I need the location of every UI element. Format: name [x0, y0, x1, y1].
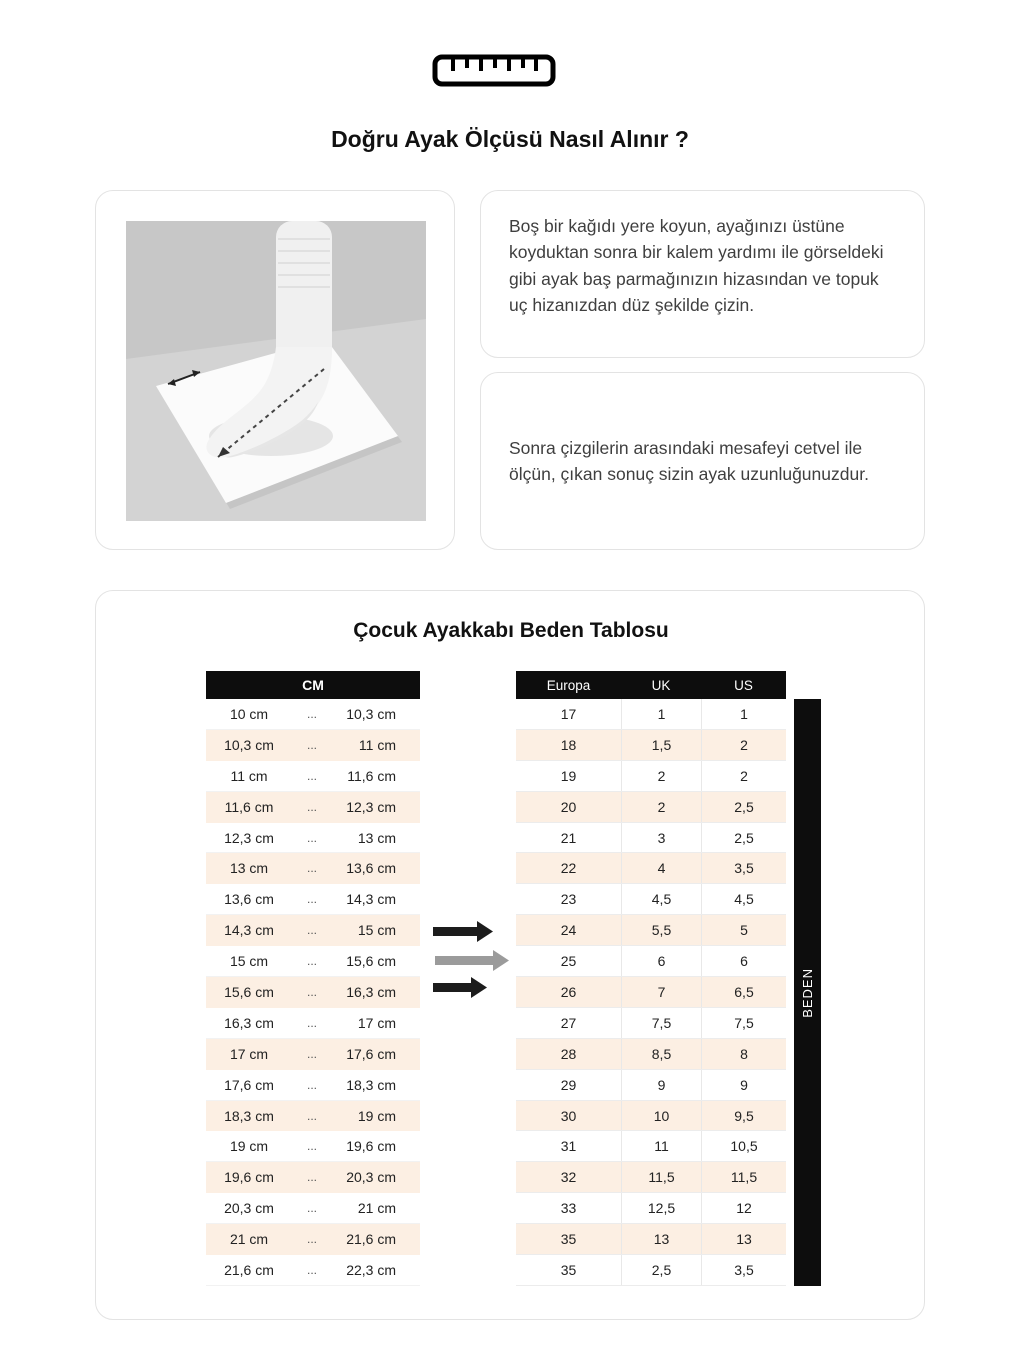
header-us: US: [734, 677, 753, 693]
uk-value: 7: [621, 977, 701, 1007]
us-value: 6: [701, 946, 786, 976]
range-dots: ...: [306, 799, 317, 814]
size-table-row: [516, 1224, 786, 1255]
size-table: [516, 671, 786, 1286]
foot-measurement-photo: [126, 221, 426, 521]
instruction-step-2: Sonra çizgilerin arasındaki mesafeyi cetvel ile ölçün, çıkan sonuç sizin ayak uzunluğunuzdur.: [509, 437, 869, 484]
header-uk: UK: [651, 677, 671, 693]
cm-from-value: 14,3 cm: [224, 922, 274, 939]
size-table-row: [516, 915, 786, 946]
cm-table-row: [206, 946, 420, 977]
cm-to-value: 13 cm: [357, 829, 396, 846]
size-table-row: [516, 946, 786, 977]
cm-table-row: [206, 1224, 420, 1255]
uk-value: 7,5: [621, 1008, 701, 1038]
us-value: 2,5: [701, 792, 786, 822]
cm-table-row: [206, 1008, 420, 1039]
cm-from-value: 11,6 cm: [224, 798, 274, 815]
cm-to-value: 13,6 cm: [346, 860, 396, 877]
cm-from-value: 11 cm: [230, 767, 268, 784]
cm-table-row: [206, 915, 420, 946]
size-table-row: [516, 1101, 786, 1132]
instruction-card-1: [480, 190, 925, 358]
cm-to-value: 10,3 cm: [346, 705, 396, 722]
uk-value: 2: [621, 761, 701, 791]
instruction-step-1: Boş bir kağıdı yere koyun, ayağınızı üstüne koyduktan sonra bir kalem yardımı ile görseldeki gibi ayak baş parmağınızın hizasından ve topuk uç hizanızdan düz şekilde çizin.: [509, 216, 884, 315]
cm-from-value: 19,6 cm: [224, 1169, 274, 1186]
range-dots: ...: [306, 1201, 317, 1216]
europa-value: 28: [560, 1045, 577, 1062]
range-dots: ...: [306, 1170, 317, 1185]
cm-table-row: [206, 1131, 420, 1162]
us-value: 10,5: [701, 1131, 786, 1161]
uk-value: 3: [621, 823, 701, 853]
uk-value: 5,5: [621, 915, 701, 945]
cm-to-value: 16,3 cm: [346, 983, 396, 1000]
range-dots: ...: [306, 1232, 317, 1247]
cm-table-row: [206, 699, 420, 730]
size-table-row: [516, 823, 786, 854]
range-dots: ...: [306, 1262, 317, 1277]
cm-to-value: 18,3 cm: [346, 1076, 396, 1093]
conversion-arrows-icon: [431, 919, 519, 1003]
cm-table-row: [206, 730, 420, 761]
uk-value: 4: [621, 853, 701, 883]
cm-to-value: 17 cm: [357, 1014, 396, 1031]
cm-table-body: [206, 699, 420, 1286]
range-dots: ...: [306, 1046, 317, 1061]
cm-from-value: 21,6 cm: [224, 1261, 274, 1278]
size-table-row: [516, 1162, 786, 1193]
us-value: 9,5: [701, 1101, 786, 1131]
instruction-card-2: [480, 372, 925, 550]
cm-table-header: CM: [206, 671, 420, 699]
uk-value: 1,5: [621, 730, 701, 760]
us-value: 6,5: [701, 977, 786, 1007]
uk-value: 1: [621, 699, 701, 729]
size-table-row: [516, 1039, 786, 1070]
us-value: 4,5: [701, 884, 786, 914]
size-table-row: [516, 977, 786, 1008]
cm-from-value: 20,3 cm: [224, 1200, 274, 1217]
size-table-row: [516, 1070, 786, 1101]
cm-table-row: [206, 1070, 420, 1101]
cm-from-value: 13 cm: [229, 860, 269, 877]
cm-from-value: 13,6 cm: [224, 891, 274, 908]
us-value: 8: [701, 1039, 786, 1069]
size-table-row: [516, 792, 786, 823]
cm-from-value: 17,6 cm: [224, 1076, 274, 1093]
cm-to-value: 22,3 cm: [346, 1261, 396, 1278]
cm-table-row: [206, 792, 420, 823]
range-dots: ...: [306, 984, 317, 999]
cm-from-value: 15,6 cm: [224, 983, 274, 1000]
us-value: 5: [701, 915, 786, 945]
cm-from-value: 10,3 cm: [224, 736, 274, 753]
size-table-body: [516, 699, 786, 1286]
size-table-row: [516, 1193, 786, 1224]
size-table-row: [516, 1008, 786, 1039]
europa-value: 27: [560, 1014, 577, 1031]
cm-from-value: 18,3 cm: [224, 1107, 274, 1124]
us-value: 3,5: [701, 853, 786, 883]
cm-table-row: [206, 1162, 420, 1193]
cm-from-value: 21 cm: [229, 1231, 269, 1248]
europa-value: 18: [560, 736, 577, 753]
cm-to-value: 12,3 cm: [346, 798, 396, 815]
cm-from-value: 10 cm: [229, 705, 269, 722]
uk-value: 2,5: [621, 1255, 701, 1285]
range-dots: ...: [306, 1139, 317, 1154]
europa-value: 29: [560, 1076, 577, 1093]
cm-table-row: [206, 1039, 420, 1070]
us-value: 2: [701, 730, 786, 760]
size-table-row: [516, 853, 786, 884]
europa-value: 35: [560, 1261, 577, 1278]
uk-value: 11: [621, 1131, 701, 1161]
cm-from-value: 19 cm: [229, 1138, 269, 1155]
measurement-photo-card: [95, 190, 455, 550]
europa-value: 17: [560, 705, 577, 722]
uk-value: 10: [621, 1101, 701, 1131]
us-value: 2,5: [701, 823, 786, 853]
europa-value: 30: [560, 1107, 577, 1124]
cm-to-value: 19 cm: [357, 1107, 396, 1124]
range-dots: ...: [306, 1108, 317, 1123]
cm-from-value: 17 cm: [229, 1045, 269, 1062]
cm-to-value: 14,3 cm: [346, 891, 396, 908]
size-table-row: [516, 761, 786, 792]
cm-table-row: [206, 853, 420, 884]
size-table-row: [516, 1255, 786, 1286]
europa-value: 31: [560, 1138, 577, 1155]
size-table-header: [516, 671, 786, 699]
cm-to-value: 19,6 cm: [346, 1138, 396, 1155]
cm-to-value: 11,6 cm: [347, 767, 396, 784]
uk-value: 12,5: [621, 1193, 701, 1223]
range-dots: ...: [306, 768, 317, 783]
europa-value: 21: [560, 829, 577, 846]
us-value: 12: [701, 1193, 786, 1223]
europa-value: 33: [560, 1200, 577, 1217]
us-value: 3,5: [701, 1255, 786, 1285]
uk-value: 6: [621, 946, 701, 976]
cm-table-row: [206, 823, 420, 854]
range-dots: ...: [306, 706, 317, 721]
cm-to-value: 11 cm: [358, 736, 396, 753]
range-dots: ...: [306, 954, 317, 969]
europa-value: 20: [560, 798, 577, 815]
us-value: 2: [701, 761, 786, 791]
size-table-row: [516, 699, 786, 730]
us-value: 1: [701, 699, 786, 729]
europa-value: 26: [560, 983, 577, 1000]
europa-value: 32: [560, 1169, 577, 1186]
size-table-row: [516, 1131, 786, 1162]
cm-from-value: 16,3 cm: [224, 1014, 274, 1031]
cm-to-value: 21,6 cm: [346, 1231, 396, 1248]
us-value: 11,5: [701, 1162, 786, 1192]
uk-value: 2: [621, 792, 701, 822]
size-table-row: [516, 730, 786, 761]
range-dots: ...: [306, 1077, 317, 1092]
beden-label: BEDEN: [800, 967, 815, 1018]
size-table-card: [95, 590, 925, 1320]
range-dots: ...: [306, 861, 317, 876]
cm-table-row: [206, 761, 420, 792]
header-europa: Europa: [546, 677, 591, 693]
us-value: 7,5: [701, 1008, 786, 1038]
range-dots: ...: [306, 737, 317, 752]
cm-table: [206, 671, 420, 1286]
europa-value: 22: [560, 860, 577, 877]
uk-value: 9: [621, 1070, 701, 1100]
europa-value: 35: [560, 1231, 577, 1248]
cm-table-row: [206, 1101, 420, 1132]
beden-label-bar: [794, 699, 821, 1286]
range-dots: ...: [306, 892, 317, 907]
europa-value: 24: [560, 922, 577, 939]
us-value: 9: [701, 1070, 786, 1100]
page-title: Doğru Ayak Ölçüsü Nasıl Alınır ?: [331, 126, 689, 152]
cm-from-value: 12,3 cm: [224, 829, 274, 846]
cm-to-value: 17,6 cm: [346, 1045, 396, 1062]
cm-table-row: [206, 977, 420, 1008]
uk-value: 4,5: [621, 884, 701, 914]
cm-from-value: 15 cm: [229, 953, 269, 970]
cm-table-row: [206, 1193, 420, 1224]
uk-value: 8,5: [621, 1039, 701, 1069]
size-table-row: [516, 884, 786, 915]
range-dots: ...: [306, 1015, 317, 1030]
us-value: 13: [701, 1224, 786, 1254]
cm-to-value: 15,6 cm: [346, 953, 396, 970]
europa-value: 23: [560, 891, 577, 908]
cm-table-row: [206, 1255, 420, 1286]
size-table-title: Çocuk Ayakkabı Beden Tablosu: [353, 619, 669, 642]
cm-to-value: 20,3 cm: [346, 1169, 396, 1186]
ruler-icon: [432, 52, 556, 90]
cm-table-row: [206, 884, 420, 915]
range-dots: ...: [306, 830, 317, 845]
uk-value: 11,5: [621, 1162, 701, 1192]
uk-value: 13: [621, 1224, 701, 1254]
europa-value: 25: [560, 953, 577, 970]
europa-value: 19: [560, 767, 577, 784]
range-dots: ...: [306, 923, 317, 938]
cm-to-value: 21 cm: [357, 1200, 396, 1217]
cm-to-value: 15 cm: [357, 922, 396, 939]
